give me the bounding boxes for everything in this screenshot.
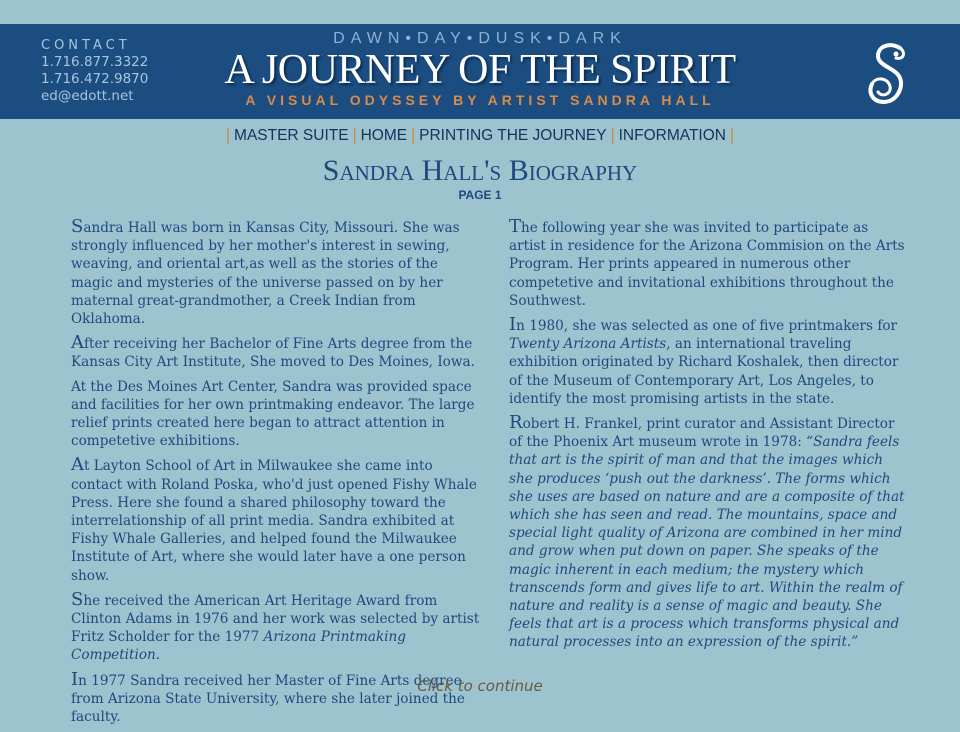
bio-paragraph: Robert H. Frankel, print curator and Assistant Director of the Phoenix Art museum wrote in 1978: “Sandra feels that art is the spirit of man and that the images which she produces ‘push out the darkness’. The forms which she uses are based on nature and are a composite of that which she has seen and read. The mountains, space and special light quality of Arizona are combined in her mind and grow when put down on paper. She speaks of the magic inherent in each medium; the mystery which transcends form and gives life to art. Within the realm of nature and reality is a sense of magic and beauty. She feels that art is a process which transforms physical and natural processes into an expression of the spirit.” [509, 412, 905, 651]
bio-paragraph: At the Des Moines Art Center, Sandra was provided space and facilities for her own printmaking endeavor. The large relief prints created here began to attract attention in competetive exhibitions. [71, 378, 475, 450]
nav-information[interactable]: INFORMATION [618, 127, 726, 144]
phone-1: 1.716.877.3322 [41, 54, 149, 70]
bio-left-column [71, 218, 481, 732]
bio-paragraph: The following year she was invited to participate as artist in residence for the Arizona Commision on the Arts Program. Her prints appeared in numerous other competetive and invitational exhibitions throughout the Southwest. [509, 216, 905, 309]
nav-home[interactable]: HOME [360, 127, 408, 144]
site-subtitle: A VISUAL ODYSSEY BY ARTIST SANDRA HALL [245, 92, 715, 108]
bio-paragraph: At Layton School of Art in Milwaukee she came into contact with Roland Poska, who'd just opened Fishy Whale Press. Here she found a shared philosophy toward the interrelationship of all print media. Sandra exhibited at Fishy Whale Galleries, and helped found the Milwaukee Institute of Art, where she would later have a one person show. [71, 454, 477, 584]
bio-paragraph: After receiving her Bachelor of Fine Arts degree from the Kansas City Art Institute, She moved to Des Moines, Iowa. [71, 332, 475, 371]
nav-master-suite[interactable]: MASTER SUITE [234, 127, 349, 144]
email-link[interactable]: ed@edott.net [41, 88, 134, 104]
bio-paragraph: In 1977 Sandra received her Master of Fine Arts degree from Arizona State University, where she later joined the faculty. [71, 668, 465, 726]
bio-paragraph: Sandra Hall was born in Kansas City, Missouri. She was strongly influenced by her mother's interest in sewing, weaving, and oriental art,as well as the stories of the magic and mysteries of the universe passed on by her maternal great-grandmother, a Creek Indian from Oklahoma. [71, 216, 460, 328]
swirl-s-logo-icon [860, 40, 916, 108]
tagline-top: DAWN•DAY•DUSK•DARK [333, 30, 627, 47]
main-nav: | MASTER SUITE | HOME | PRINTING THE JOURNEY | INFORMATION | [226, 127, 734, 144]
bio-paragraph: In 1980, she was selected as one of five printmakers for Twenty Arizona Artists, an international traveling exhibition originated by Richard Koshalek, then director of the Museum of Contemporary Art, Los Angeles, to identify the most promising artists in the state. [509, 314, 899, 407]
continue-link[interactable]: Click to continue [417, 677, 543, 695]
site-title: A JOURNEY OF THE SPIRIT [224, 47, 736, 93]
nav-printing-the-journey[interactable]: PRINTING THE JOURNEY [419, 127, 607, 144]
page-number: PAGE 1 [458, 188, 502, 202]
page-title: Sandra Hall's Biography [322, 154, 638, 187]
bio-right-column [509, 218, 909, 658]
phone-2: 1.716.472.9870 [41, 71, 149, 87]
contact-label: CONTACT [41, 38, 131, 53]
bio-paragraph: She received the American Art Heritage Award from Clinton Adams in 1976 and her work was selected by artist Fritz Scholder for the 1977 Arizona Printmaking Competition. [71, 588, 480, 664]
